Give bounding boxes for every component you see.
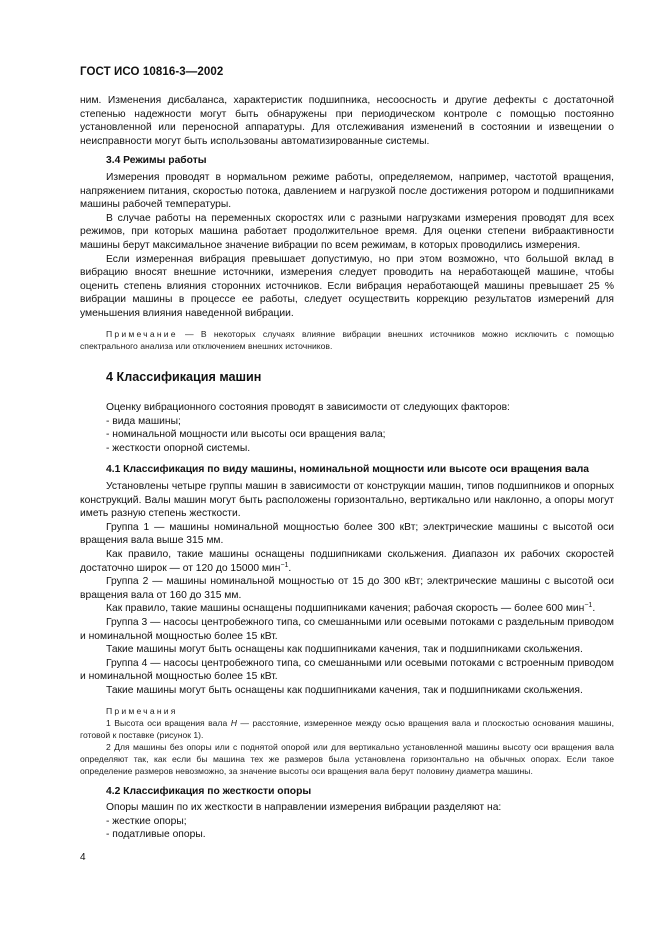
document-header: ГОСТ ИСО 10816-3—2002 (80, 66, 224, 78)
list-item: - жесткости опорной системы. (106, 442, 251, 454)
note: 2 Для машины без опоры или с поднятой опорой или для вертикально установленной машины высоту оси вращения вала определяют так, как если бы машина тех же размеров была установлена горизонтально на обычных опорах. Если такое определение размеров невозможно, за значение высоты оси вращения вала берут половину диаметра машины. (80, 741, 614, 776)
paragraph: Группа 4 — насосы центробежного типа, со смешанными или осевыми потоками с встроенным приводом и номинальной мощностью более 15 кВт. (80, 657, 614, 683)
text-run: 1 Высота оси вращения вала (106, 717, 231, 728)
note (80, 717, 614, 741)
text-run: Как правило, такие машины оснащены подшипниками качения; рабочая скорость — более 600 мин (106, 603, 585, 615)
section-title-4: 4 Классификация машин (106, 369, 262, 384)
paragraph: Группа 2 — машины номинальной мощностью от 15 до 300 кВт; электрические машины с высотой оси вращения вала от 160 до 315 мм. (80, 576, 614, 601)
list-item: - номинальной мощности или высоты оси вращения вала; (106, 429, 386, 441)
supports-list (80, 815, 614, 842)
paragraph: Группа 3 — насосы центробежного типа, со смешанными или осевыми потоками с раздельным приводом и номинальной мощностью более 15 кВт. (80, 617, 614, 642)
symbol-h: H (230, 717, 237, 728)
paragraph: Такие машины могут быть оснащены как подшипниками качения, так и подшипниками скольжения. (106, 644, 583, 656)
note (80, 328, 614, 352)
paragraph (80, 548, 614, 575)
subsection-title-4-2: 4.2 Классификация по жесткости опоры (106, 785, 312, 797)
text-run: . (288, 562, 292, 574)
text-run: Как правило, такие машины оснащены подшипниками скольжения. Диапазон их рабочих скоростей достаточно широк — от 120 до 15000 мин (80, 549, 614, 574)
paragraph: Если измеренная вибрация превышает допустимую, но при этом возможно, что большой вклад в вибрацию вносят внешние источники, измерения следует проводить на неработающей машине, чтобы оценить степень влияния сторонних источников. Если вибрация неработающей машины превышает 25 % вибрации машины в процессе ее работы, следует осуществить коррекцию результатов измерений для уменьшения влияния наведенной вибрации. (80, 253, 614, 319)
paragraph: Опоры машин по их жесткости в направлении измерения вибрации разделяют на: (106, 802, 502, 814)
text-run: . (592, 603, 596, 615)
paragraph: Установлены четыре группы машин в зависимости от конструкции машин, типов подшипников и опорных конструкций. Валы машин могут быть расположены горизонтально, вертикально или наклонно, а опоры могут иметь разную степень жесткости. (80, 481, 614, 520)
paragraph (80, 602, 614, 616)
list-item: - вида машины; (106, 415, 181, 427)
note-text: — В некоторых случаях влияние вибрации внешних источников можно исключить с помощью спектрального анализа или отключением внешних источников. (80, 328, 614, 351)
note-label: Примечание (106, 328, 178, 339)
subsection-title-3-4: 3.4 Режимы работы (106, 155, 207, 167)
text-run: — расстояние, измеренное между осью вращения вала и плоскостью основания машины, готовой к поставке (рисунок 1). (80, 717, 614, 740)
subsection-title-4-1: 4.1 Классификация по виду машины, номинальной мощности или высоте оси вращения вала (106, 464, 590, 476)
paragraph: Группа 1 — машины номинальной мощностью более 300 кВт; электрические машины с высотой оси вращения вала выше 315 мм. (80, 521, 614, 547)
superscript: −1 (584, 602, 593, 610)
page-number: 4 (80, 852, 86, 863)
list-item: - жесткие опоры; (106, 815, 187, 827)
paragraph: Измерения проводят в нормальном режиме работы, определяемом, например, частотой вращения, напряжением питания, скоростью потока, давлением и нагрузкой после достижения ротором и подшипниками машины рабочей температуры. (80, 171, 614, 211)
page-content (80, 94, 614, 842)
factors-list (80, 415, 614, 456)
notes-label (80, 705, 614, 717)
notes-label-text: Примечания (106, 705, 178, 716)
paragraph: В случае работы на переменных скоростях или с разными нагрузками измерения проводят для всех режимов, при которых машина работает продолжительное время. Для оценки степени вибраактивности машины берут максимальное значение вибрации по всем режимам, в которых проводились измерения. (80, 212, 614, 251)
list-item: - податливые опоры. (106, 829, 206, 841)
paragraph: Такие машины могут быть оснащены как подшипниками качения, так и подшипниками скольжения. (106, 684, 583, 696)
paragraph: Оценку вибрационного состояния проводят в зависимости от следующих факторов: (106, 402, 510, 414)
paragraph: ним. Изменения дисбаланса, характеристик подшипника, несоосность и другие дефекты с достаточной степенью надежности могут быть обнаружены при периодическом контроле с помощью постоянно установленной или переносной аппаратуры. Для отслеживания изменений в состоянии и извещении о неисправности могут быть использованы автоматизированные системы. (80, 95, 614, 147)
superscript: −1 (280, 561, 289, 569)
